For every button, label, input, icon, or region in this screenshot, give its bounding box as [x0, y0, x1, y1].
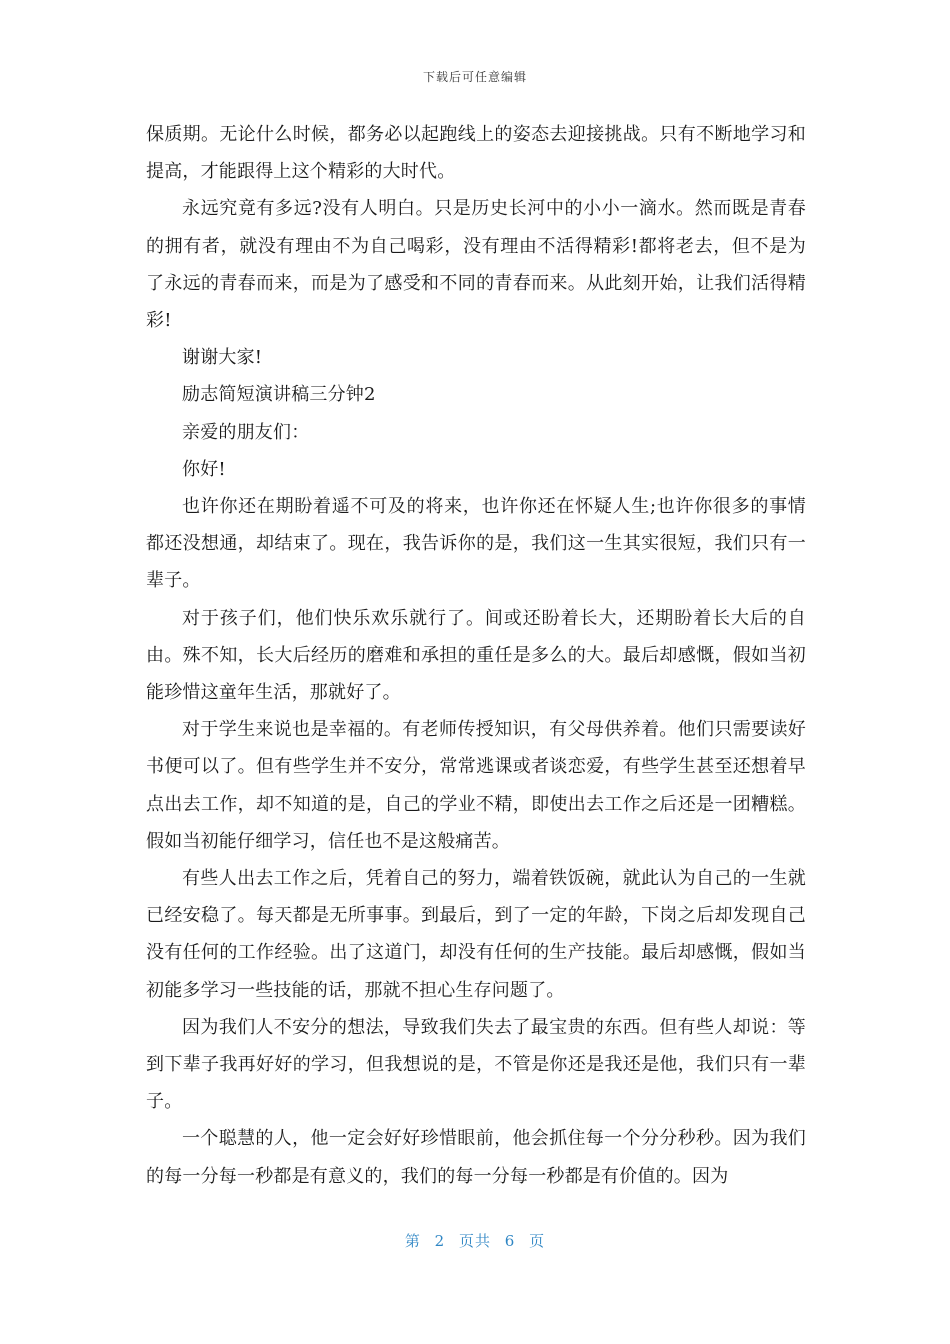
paragraph: 永远究竟有多远?没有人明白。只是历史长河中的小小一滴水。然而既是青春的拥有者，就没有理由不为自己喝彩，没有理由不活得精彩!都将老去，但不是为了永远的青春而来，而是为了感受和不同的青春而来。从此刻开始，让我们活得精彩! [146, 198, 806, 332]
paragraph: 谢谢大家! [182, 347, 263, 369]
paragraph: 因为我们人不安分的想法，导致我们失去了最宝贵的东西。但有些人却说：等到下辈子我再好好的学习，但我想说的是，不管是你还是我还是他，我们只有一辈子。 [146, 1016, 806, 1113]
paragraph: 也许你还在期盼着遥不可及的将来，也许你还在怀疑人生;也许你很多的事情都还没想通，却结束了。现在，我告诉你的是，我们这一生其实很短，我们只有一辈子。 [146, 496, 806, 592]
section-title: 励志简短演讲稿三分钟2 [182, 384, 376, 406]
paragraph: 对于学生来说也是幸福的。有老师传授知识，有父母供养着。他们只需要读好书便可以了。但有些学生并不安分，常常逃课或者谈恋爱，有些学生甚至还想着早点出去工作，却不知道的是，自己的学业不精，即使出去工作之后还是一团糟糕。假如当初能仔细学习，信任也不是这般痛苦。 [146, 719, 806, 852]
document-body [146, 116, 806, 1195]
paragraph: 对于孩子们，他们快乐欢乐就行了。间或还盼着长大，还期盼着长大后的自由。殊不知，长大后经历的磨难和承担的重任是多么的大。最后却感慨，假如当初能珍惜这童年生活，那就好了。 [146, 607, 806, 704]
paragraph: 一个聪慧的人，他一定会好好珍惜眼前，他会抓住每一个分分秒秒。因为我们的每一分每一秒都是有意义的，我们的每一分每一秒都是有价值的。因为 [146, 1128, 806, 1187]
salutation: 亲爱的朋友们： [182, 421, 310, 443]
greeting: 你好! [182, 458, 226, 480]
paragraph: 有些人出去工作之后，凭着自己的努力，端着铁饭碗，就此认为自己的一生就已经安稳了。每天都是无所事事。到最后，到了一定的年龄，下岗之后却发现自己没有任何的工作经验。出了这道门，却没有任何的生产技能。最后却感慨，假如当初能多学习一些技能的话，那就不担心生存问题了。 [146, 868, 806, 1001]
page-number-footer: 第 2 页共 6 页 [404, 1232, 546, 1250]
header-note: 下载后可任意编辑 [422, 70, 527, 84]
paragraph: 保质期。无论什么时候，都务必以起跑线上的姿态去迎接挑战。只有不断地学习和提高，才能跟得上这个精彩的大时代。 [146, 124, 806, 183]
